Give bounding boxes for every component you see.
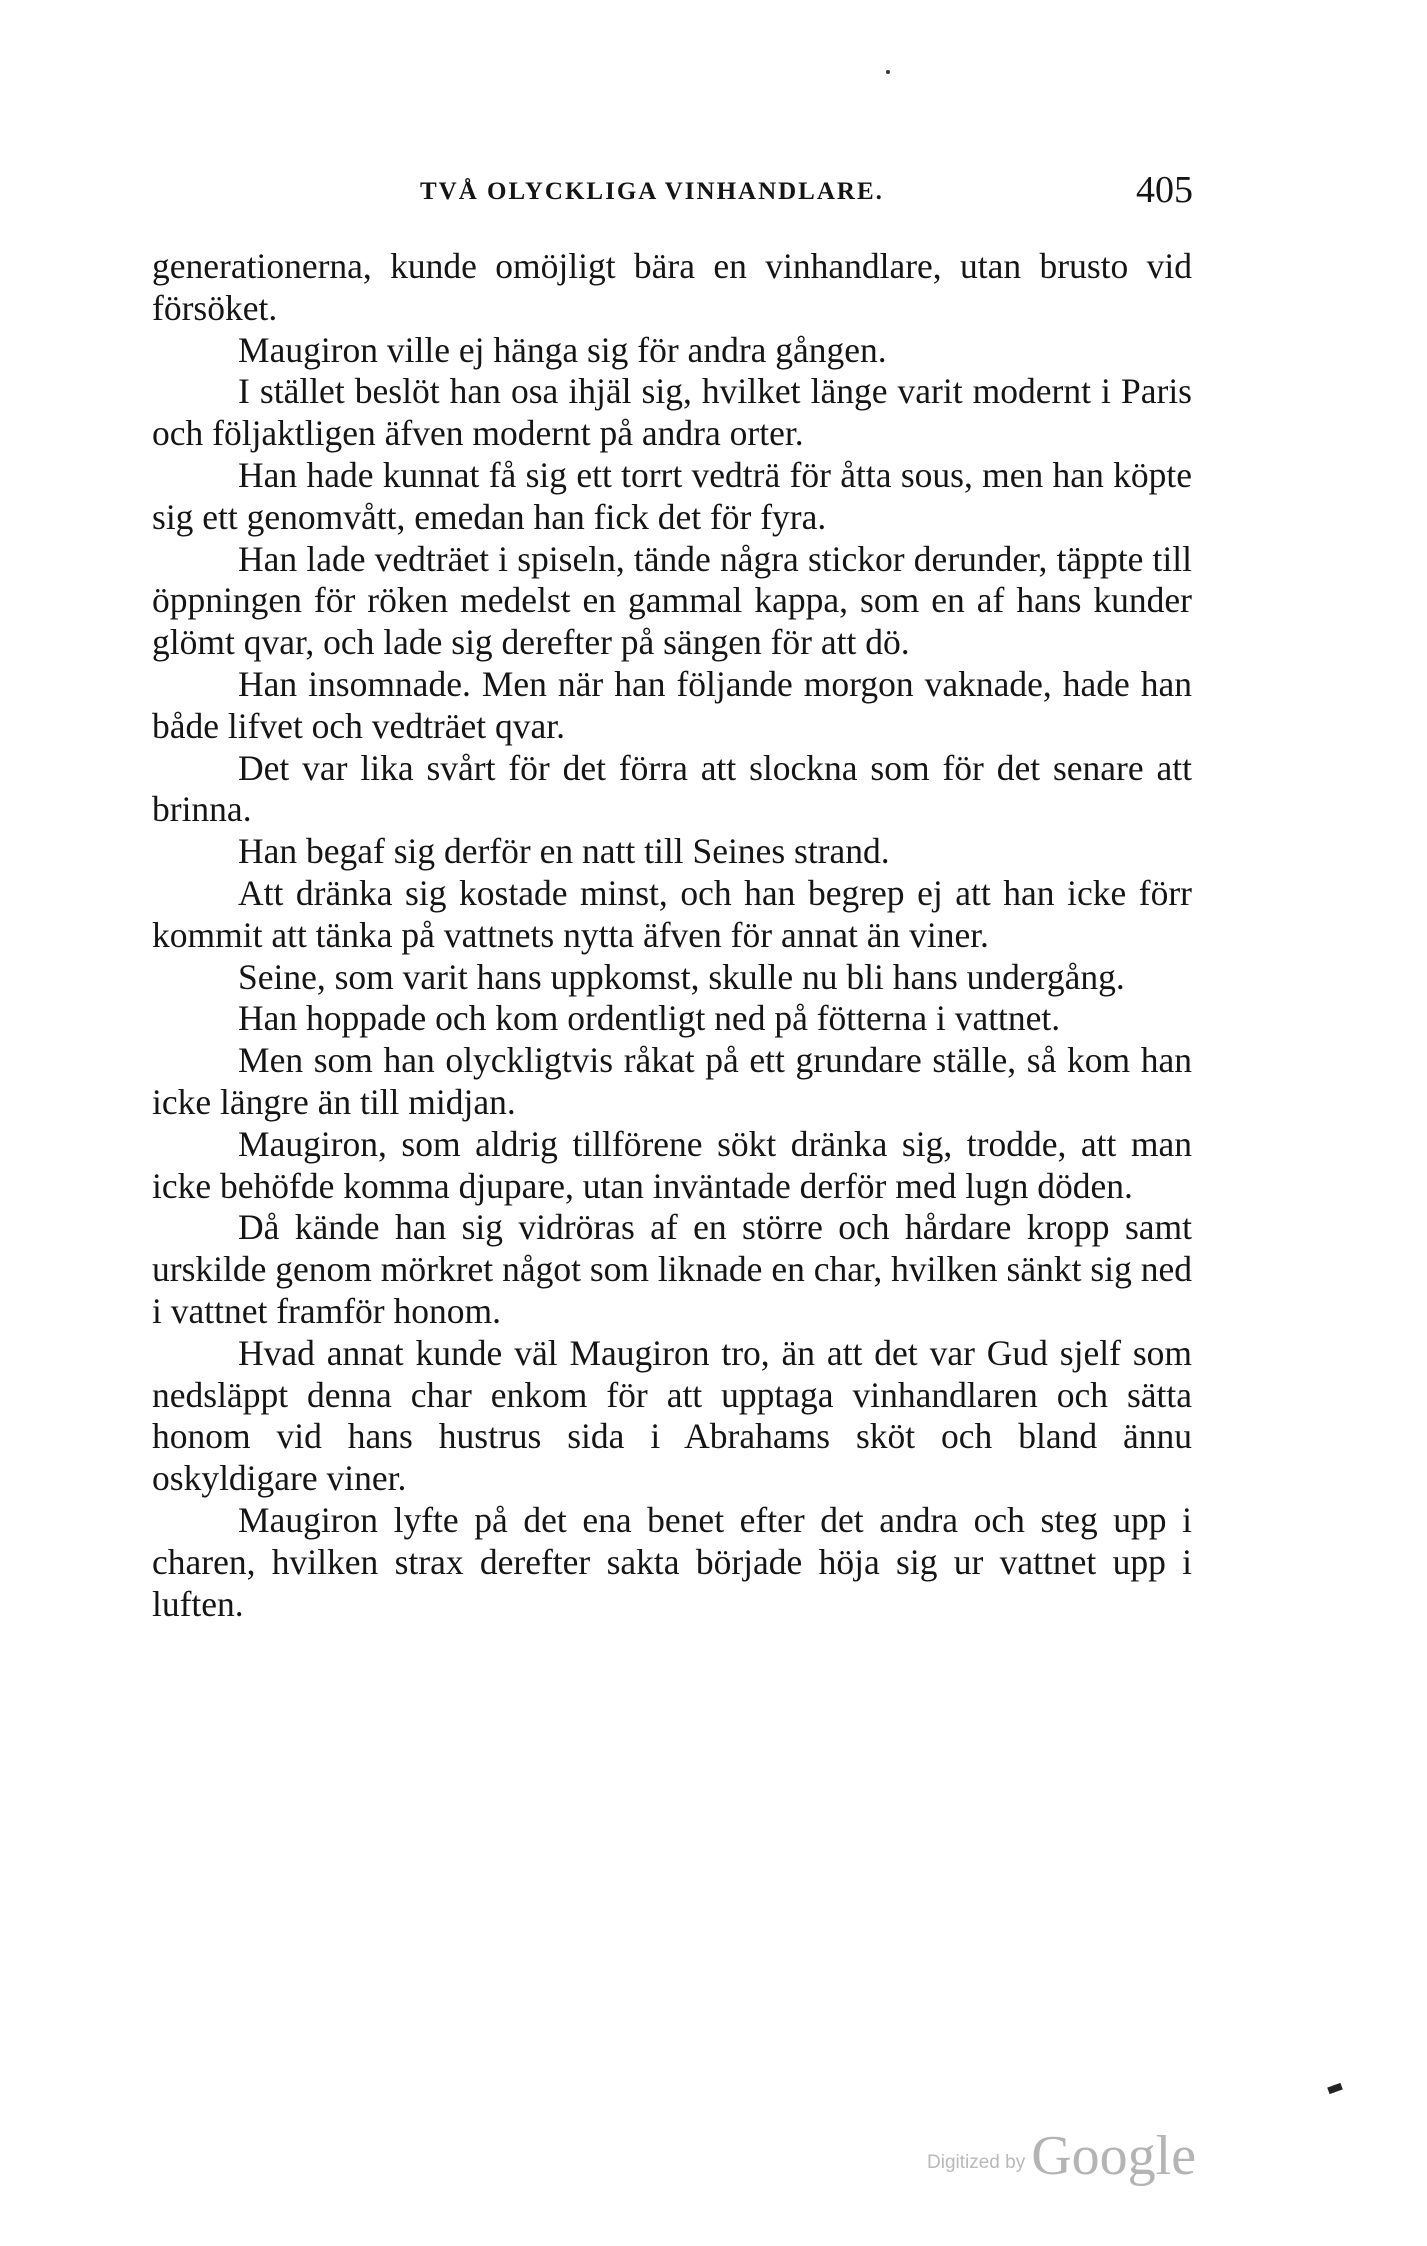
ink-speck: [886, 70, 890, 74]
digitized-label: Digitized by: [927, 2152, 1026, 2173]
page-number: 405: [1136, 169, 1193, 211]
paragraph: Maugiron lyfte på det ena benet efter det andra och steg upp i charen, hvilken strax derefter sakta började höja sig ur vattnet upp i luften.: [152, 1499, 1192, 1624]
paragraph: Men som han olyckligtvis råkat på ett grundare ställe, så kom han icke längre än till midjan.: [152, 1040, 1192, 1122]
paragraph: Han begaf sig derför en natt till Seines strand.: [238, 831, 890, 872]
paragraph: I stället beslöt han osa ihjäl sig, hvilket länge varit modernt i Paris och följaktligen äfven modernt på andra orter.: [152, 371, 1192, 454]
body-text: [152, 246, 1192, 1625]
paragraph: Då kände han sig vidröras af en större och hårdare kropp samt urskilde genom mörkret något som liknade en char, hvilken sänkt sig ned i vattnet framför honom.: [152, 1207, 1192, 1331]
paragraph: Maugiron ville ej hänga sig för andra gången.: [238, 329, 887, 370]
paragraph: Det var lika svårt för det förra att slockna som för det senare att brinna.: [152, 747, 1192, 830]
page-header: [150, 168, 1193, 220]
paragraph: Han lade vedträet i spiseln, tände några stickor derunder, täppte till öppningen för röken medelst en gammal kappa, som en af hans kunder glömt qvar, och lade sig derefter på sängen för att dö.: [152, 538, 1192, 663]
ink-mark: [1327, 2083, 1343, 2094]
paragraph: Han hade kunnat få sig ett torrt vedträ för åtta sous, men han köpte sig ett genomvått, emedan han fick det för fyra.: [152, 454, 1192, 537]
paragraph: generationerna, kunde omöjligt bära en vinhandlare, utan brusto vid försöket.: [152, 246, 1192, 328]
paragraph: Han insomnade. Men när han följande morgon vaknade, hade han både lifvet och vedträet qvar.: [152, 663, 1192, 746]
running-title: TVÅ OLYCKLIGA VINHANDLARE.: [420, 178, 884, 205]
paragraph: Seine, som varit hans uppkomst, skulle nu bli hans undergång.: [238, 956, 1125, 997]
paragraph: Hvad annat kunde väl Maugiron tro, än att det var Gud sjelf som nedsläppt denna char enkom för att upptaga vinhandlaren och sätta honom vid hans hustrus sida i Abrahams sköt och bland ännu oskyldigare viner.: [152, 1332, 1192, 1499]
paragraph: Han hoppade och kom ordentligt ned på fötterna i vattnet.: [238, 998, 1061, 1039]
paragraph: Att dränka sig kostade minst, och han begrep ej att han icke förr kommit att tänka på vattnets nytta äfven för annat än viner.: [152, 872, 1192, 955]
paragraph: Maugiron, som aldrig tillförene sökt dränka sig, trodde, att man icke behöfde komma djupare, utan inväntade derför med lugn döden.: [152, 1123, 1192, 1206]
google-logo: Google: [1031, 2125, 1197, 2187]
digitization-watermark: [927, 2124, 1196, 2188]
